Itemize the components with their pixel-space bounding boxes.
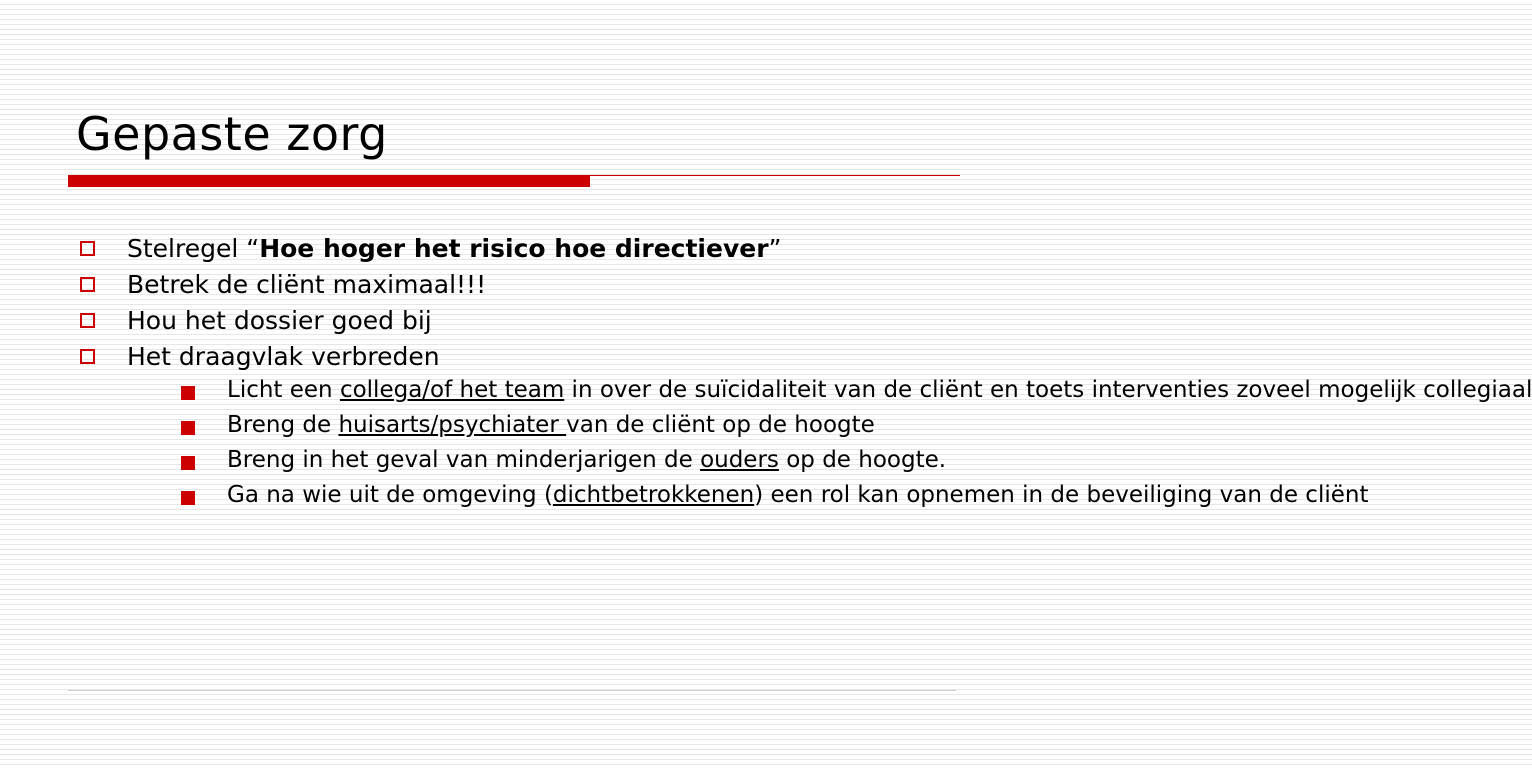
sub-bullet-text-post: ) een rol kan opnemen in de beveiliging van de cliënt bbox=[754, 482, 1369, 508]
sub-bullet-item-collega bbox=[178, 377, 1532, 404]
sub-bullet-text-pre: Licht een bbox=[227, 377, 340, 403]
sub-bullet-link[interactable]: collega/of het team bbox=[339, 377, 565, 403]
bullet-text: Hou het dossier goed bij bbox=[127, 306, 432, 335]
bullet-item-draagvlak bbox=[76, 339, 1532, 509]
bullet-text: Betrek de cliënt maximaal!!! bbox=[127, 270, 487, 299]
sub-bullet-list bbox=[127, 377, 1532, 509]
filled-square-bullet-icon bbox=[181, 386, 195, 400]
hollow-square-bullet-icon bbox=[80, 349, 95, 364]
hollow-square-bullet-icon bbox=[80, 277, 95, 292]
sub-bullet-link[interactable]: huisarts/psychiater bbox=[338, 412, 567, 438]
sub-bullet-text-pre: Breng in het geval van minderjarigen de bbox=[227, 447, 701, 473]
sub-bullet-item-omgeving bbox=[178, 482, 1369, 509]
filled-square-bullet-icon bbox=[181, 421, 195, 435]
footer-divider bbox=[68, 690, 956, 691]
sub-bullet-item-ouders bbox=[178, 447, 997, 474]
bullet-text-bold: Hoe hoger het risico hoe directiever bbox=[259, 234, 769, 263]
bullet-list bbox=[76, 231, 1532, 517]
filled-square-bullet-icon bbox=[181, 456, 195, 470]
sub-bullet-text-pre: Breng de bbox=[227, 412, 339, 438]
sub-bullet-item-huisarts bbox=[178, 412, 997, 439]
sub-bullet-link[interactable]: ouders bbox=[700, 447, 779, 473]
filled-square-bullet-icon bbox=[181, 491, 195, 505]
bullet-text-suffix: ” bbox=[768, 234, 782, 263]
title-underline-thin bbox=[590, 175, 960, 176]
hollow-square-bullet-icon bbox=[80, 313, 95, 328]
sub-bullet-text-post: van de cliënt op de hoogte bbox=[566, 412, 875, 438]
sub-bullet-link[interactable]: dichtbetrokkenen bbox=[552, 482, 755, 508]
bullet-item-stelregel bbox=[76, 231, 956, 267]
sub-bullet-text-pre: Ga na wie uit de omgeving ( bbox=[227, 482, 553, 508]
bullet-item-dossier bbox=[76, 303, 956, 339]
bullet-item-betrek bbox=[76, 267, 956, 303]
hollow-square-bullet-icon bbox=[80, 241, 95, 256]
slide-title: Gepaste zorg bbox=[76, 107, 388, 161]
bullet-text: Het draagvlak verbreden bbox=[127, 342, 440, 371]
title-underline-thick bbox=[68, 175, 590, 187]
sub-bullet-text-post: in over de suïcidaliteit van de cliënt en toets interventies zoveel mogelijk collegiaal bbox=[564, 377, 1532, 403]
bullet-text-prefix: Stelregel “ bbox=[127, 234, 260, 263]
sub-bullet-text-post: op de hoogte. bbox=[778, 447, 947, 473]
